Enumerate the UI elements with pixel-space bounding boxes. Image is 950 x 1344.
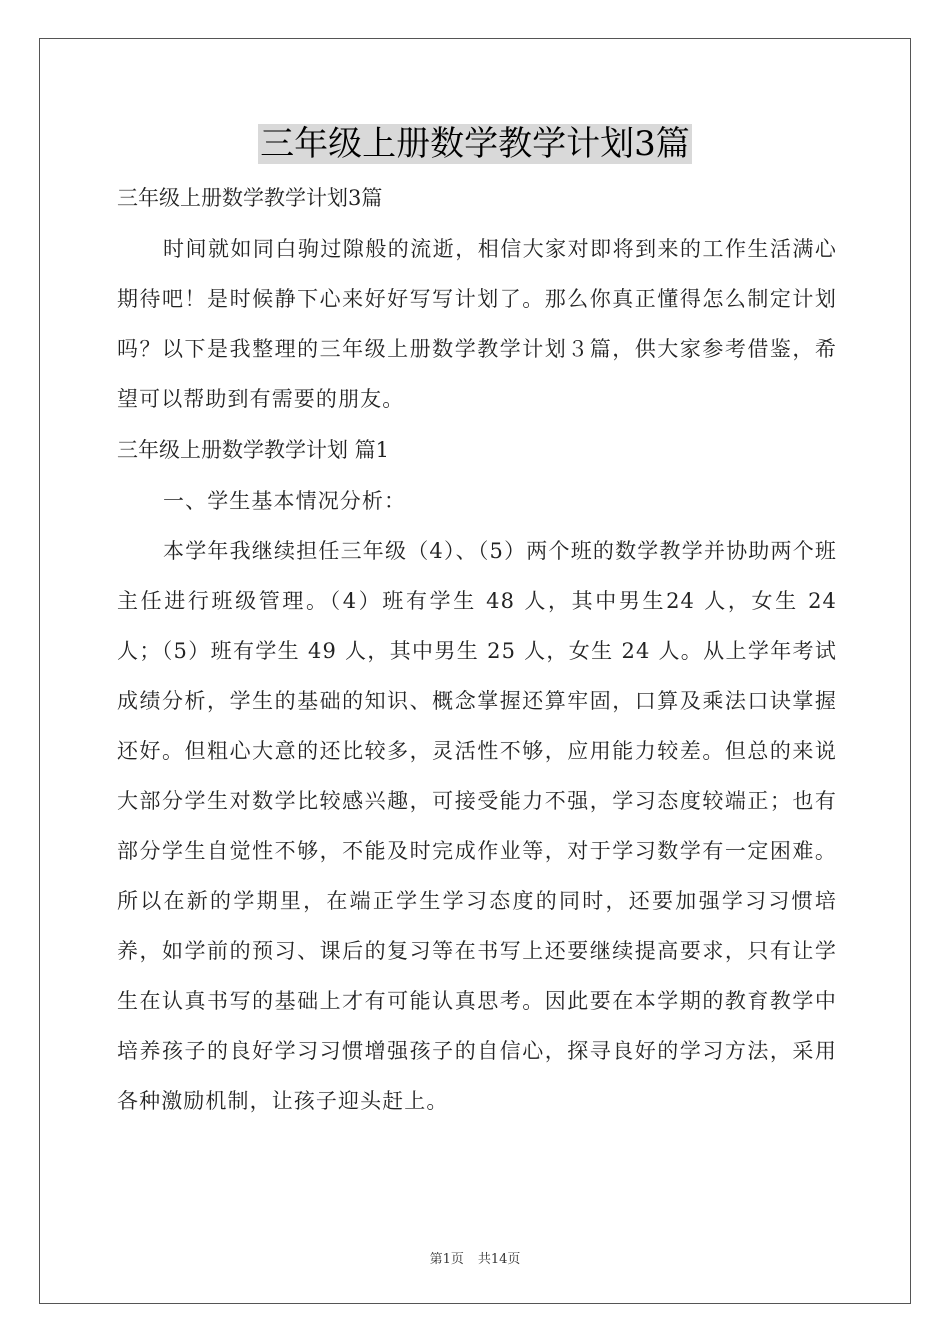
document-title	[0, 122, 950, 166]
section-1-subheading: 一、学生基本情况分析：	[163, 489, 407, 513]
document-subtitle: 三年级上册数学教学计划3篇	[117, 186, 383, 210]
document-title-text: 三年级上册数学教学计划3篇	[260, 124, 690, 164]
page-total: 共14页	[477, 1252, 521, 1267]
document-body	[117, 176, 837, 1126]
section-1-paragraph: 本学年我继续担任三年级（4）、（5）两个班的数学教学并协助两个班主任进行班级管理。（4）班有学生 48 人，其中男生24 人，女生 24 人；（5）班有学生 49 人，其中男生 25 人，女生 24 人。从上学年考试成绩分析，学生的基础的知识、概念掌握还算牢固，口算及乘法口诀掌握还好。但粗心大意的还比较多，灵活性不够，应用能力较差。但总的来说大部分学生对数学比较感兴趣，可接受能力不强，学习态度较端正；也有部分学生自觉性不够，不能及时完成作业等，对于学习数学有一定困难。所以在新的学期里，在端正学生学习态度的同时，还要加强学习习惯培养，如学前的预习、课后的复习等在书写上还要继续提高要求，只有让学生在认真书写的基础上才有可能认真思考。因此要在本学期的教育教学中培养孩子的良好学习习惯增强孩子的自信心，探寻良好的学习方法，采用各种激励机制，让孩子迎头赶上。	[117, 539, 837, 1113]
section-1-heading: 三年级上册数学教学计划 篇1	[117, 438, 390, 462]
intro-paragraph: 时间就如同白驹过隙般的流逝，相信大家对即将到来的工作生活满心期待吧！是时候静下心来好好写写计划了。那么你真正懂得怎么制定计划吗？以下是我整理的三年级上册数学教学计划３篇，供大家参考借鉴，希望可以帮助到有需要的朋友。	[117, 237, 837, 411]
page-footer	[0, 1248, 950, 1267]
page-number: 第1页	[429, 1252, 464, 1267]
